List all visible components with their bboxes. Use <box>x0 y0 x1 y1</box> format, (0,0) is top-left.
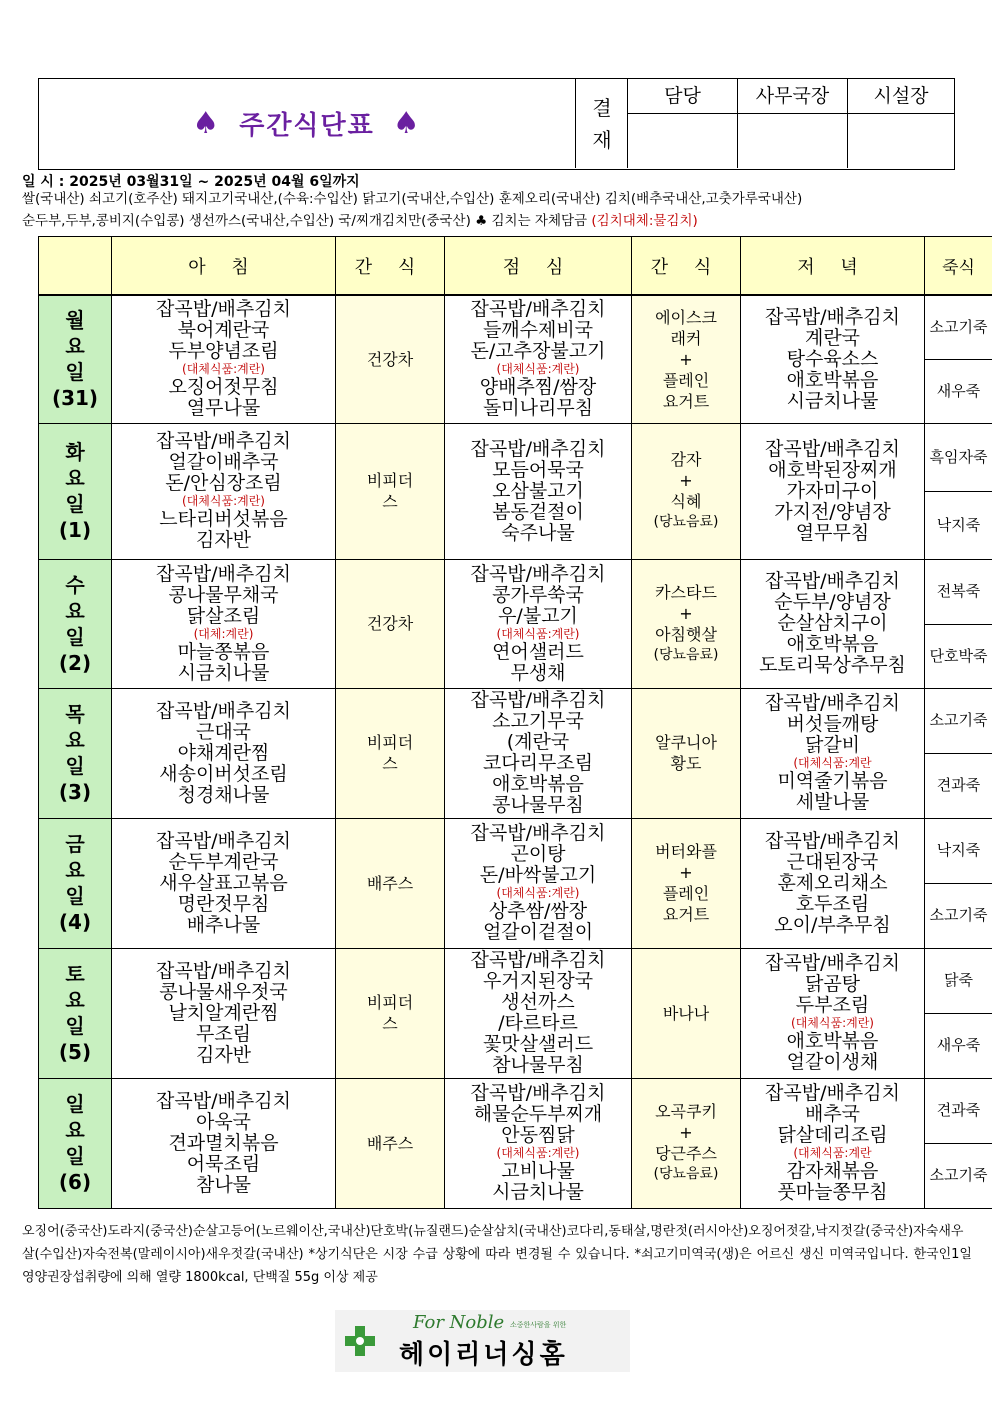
menu-item: (5) <box>58 1040 92 1064</box>
snack2-cell <box>632 688 741 818</box>
snack2-cell <box>632 1078 741 1208</box>
col-day <box>39 237 112 296</box>
menu-item: 버터와플 <box>655 842 717 861</box>
menu-item: 야채계란찜 <box>177 741 270 764</box>
day-label <box>39 688 112 818</box>
menu-item: 감자 <box>670 450 702 469</box>
menu-item: 열무무침 <box>795 521 870 544</box>
menu-item: 콩나물무채국 <box>168 583 279 606</box>
menu-item: (31) <box>51 386 99 411</box>
logo <box>335 1310 630 1372</box>
menu-item: 김자반 <box>195 529 252 551</box>
substitute-note: (대체식품:계란) <box>496 886 580 900</box>
substitute-note: (대체식품:계란) <box>182 362 265 377</box>
porridge-cell: 새우죽 <box>925 359 992 423</box>
menu-item: (계란국 <box>506 731 570 753</box>
menu-item: 카스타드 <box>655 582 717 602</box>
menu-item: 안동찜닭 <box>501 1124 575 1146</box>
substitute-note: (대체식품:계란) <box>791 1016 874 1030</box>
menu-item: 돌미나리무침 <box>482 397 594 420</box>
origin-line-2: 순두부,두부,콩비지(수입콩) 생선까스(국내산,수입산) 국/찌개김치만(중국산) ♣ 김치는 자체담금 (김치대체:물김치) <box>22 213 698 229</box>
menu-item: 감자채볶음 <box>786 1160 879 1182</box>
menu-item: 요 <box>65 334 85 359</box>
menu-item: 잡곡밥/배추김치 <box>156 562 291 585</box>
menu-item: 고비나물 <box>501 1160 575 1182</box>
breakfast-cell <box>112 818 336 948</box>
menu-item: + <box>679 603 693 623</box>
menu-item: 요거트 <box>662 391 710 411</box>
menu-item: 잡곡밥/배추김치 <box>470 562 606 585</box>
day-row <box>39 948 992 1013</box>
menu-item: (3) <box>58 780 92 804</box>
snack1-cell <box>336 1078 445 1208</box>
menu-item: 시금치나물 <box>786 389 879 412</box>
substitute-note: (대체식품:계란) <box>496 626 580 641</box>
signer-director: 사무국장 <box>737 79 847 168</box>
menu-item: 잡곡밥/배추김치 <box>156 298 291 321</box>
menu-item: 요 <box>65 858 85 882</box>
snack1-cell <box>336 948 445 1078</box>
menu-item: 우/불고기 <box>498 604 578 627</box>
menu-item: 닭살데리조림 <box>777 1124 888 1146</box>
porridge-cell: 소고기죽 <box>925 295 992 359</box>
menu-item: 요 <box>65 728 85 752</box>
day-row <box>39 423 992 491</box>
menu-item: 도토리묵상추무침 <box>759 654 906 676</box>
porridge-cell: 흑임자죽 <box>925 423 992 491</box>
menu-item: 열무나물 <box>186 397 261 420</box>
menu-item: 아욱국 <box>195 1110 252 1133</box>
menu-item: 콩나물새우젓국 <box>159 980 288 1003</box>
menu-item: 잡곡밥/배추김치 <box>156 430 291 452</box>
menu-item: 잡곡밥/배추김치 <box>765 1082 900 1104</box>
menu-item: 아침햇살 <box>655 624 717 644</box>
snack1-cell <box>336 559 445 688</box>
col-breakfast: 아 침 <box>112 237 336 296</box>
logo-en: For Noble <box>413 1312 505 1333</box>
substitute-note: (대체식품:계란) <box>496 1146 580 1160</box>
porridge-cell: 새우죽 <box>925 1013 992 1078</box>
lunch-cell <box>445 818 632 948</box>
menu-item: 참나물무침 <box>492 1054 584 1076</box>
footer-note: 오징어(중국산)도라지(중국산)순살고등어(노르웨이산,국내산)단호박(뉴질랜드)순살삼치(국내산)코다리,동태살,명란젓(러시아산)오징어젓갈,낙지젓갈(중국산)자숙새우살(수입산)자숙전복(말레이시아)새우젓갈(국내산) *상기식단은 시장 수급 상황에 따라 변경될 수 있습니다. *쇠고기미역국(생)은 어르신 생신 미역국입니다. 한국인1일 영양권장섭취량에 의해 열량 1800kcal, 단백질 55g 이상 제공 <box>22 1224 972 1285</box>
menu-item: (2) <box>58 650 92 675</box>
menu-item: 시금치나물 <box>492 1181 584 1203</box>
snack1-cell <box>336 295 445 423</box>
day-label <box>39 295 112 423</box>
menu-item: 금 <box>65 832 85 856</box>
porridge-cell: 전복죽 <box>925 559 992 624</box>
menu-item: 닭살조림 <box>186 604 261 627</box>
menu-item: 잡곡밥/배추김치 <box>156 699 291 722</box>
menu-item: 잡곡밥/배추김치 <box>156 959 291 982</box>
menu-item: 애호박된장찌개 <box>768 458 897 481</box>
menu-item: 돈/고추장불고기 <box>470 340 606 363</box>
menu-item: 참나물 <box>195 1173 252 1196</box>
menu-item: 토 <box>65 962 85 986</box>
menu-item: (6) <box>58 1170 92 1194</box>
menu-item: 요거트 <box>662 905 710 924</box>
menu-item: 애호박볶음 <box>492 773 584 795</box>
menu-item: 날치알계란찜 <box>168 1001 279 1024</box>
snack2-cell <box>632 295 741 423</box>
menu-item: 느타리버섯볶음 <box>159 508 288 530</box>
menu-item: 돈/안심장조림 <box>165 472 282 494</box>
porridge-cell: 소고기죽 <box>925 1143 992 1208</box>
menu-item: 모듬어묵국 <box>492 458 584 481</box>
menu-item: 계란국 <box>804 326 861 349</box>
menu-item: 잡곡밥/배추김치 <box>765 570 900 592</box>
substitute-note: (대체식품:계란) <box>496 362 580 377</box>
day-row <box>39 818 992 883</box>
substitute-note: (대체식품:계란 <box>793 1146 872 1160</box>
menu-item: 잡곡밥/배추김치 <box>470 298 606 321</box>
table-header-row <box>39 237 992 296</box>
breakfast-cell <box>112 1078 336 1208</box>
menu-item: 오삼불고기 <box>492 479 584 502</box>
day-label <box>39 818 112 948</box>
menu-item: 호두조림 <box>795 892 870 915</box>
menu-item: 버섯들깨탕 <box>786 713 879 735</box>
menu-item: 스 <box>382 1014 398 1033</box>
menu-item: (당뇨음료) <box>653 514 719 530</box>
menu-item: 봄동겉절이 <box>492 500 584 523</box>
menu-item: (1) <box>58 518 92 542</box>
menu-item: 일 <box>65 1144 85 1168</box>
menu-item: 목 <box>65 702 85 726</box>
lunch-cell <box>445 688 632 818</box>
menu-item: 수 <box>65 572 85 597</box>
menu-item: 월 <box>65 308 85 333</box>
snack2-cell <box>632 559 741 688</box>
menu-item: 콩가루쑥국 <box>492 583 584 606</box>
day-row <box>39 559 992 624</box>
lunch-cell <box>445 1078 632 1208</box>
snack1-cell <box>336 688 445 818</box>
menu-item: 일 <box>65 754 85 778</box>
menu-item: 얼갈이겉절이 <box>482 921 594 943</box>
menu-item: 탕수육소스 <box>786 347 879 370</box>
menu-item: 배주스 <box>366 873 414 893</box>
menu-item: 잡곡밥/배추김치 <box>156 829 291 852</box>
day-row <box>39 1078 992 1143</box>
substitute-note: (대체식품:계란) <box>182 494 265 508</box>
menu-item: 당근주스 <box>655 1144 717 1163</box>
porridge-cell: 낙지죽 <box>925 818 992 883</box>
menu-item: 건강차 <box>366 614 414 633</box>
breakfast-cell <box>112 948 336 1078</box>
menu-item: 들깨수제비국 <box>482 319 594 342</box>
menu-item: 배추국 <box>804 1103 861 1125</box>
menu-item: 순두부계란국 <box>168 850 279 873</box>
menu-item: 오징어젓무침 <box>168 376 279 399</box>
lunch-cell <box>445 559 632 688</box>
porridge-cell: 소고기죽 <box>925 883 992 948</box>
menu-item: (당뇨음료) <box>653 1166 719 1182</box>
dinner-cell <box>741 559 925 688</box>
menu-item: 잡곡밥/배추김치 <box>470 822 606 844</box>
menu-item: 오이/부추무침 <box>774 913 891 936</box>
menu-item: 순살삼치구이 <box>777 612 888 634</box>
substitute-note: (대체:계란) <box>193 626 254 641</box>
menu-item: 무생채 <box>510 661 566 684</box>
dinner-cell <box>741 295 925 423</box>
lunch-cell <box>445 295 632 423</box>
dinner-cell <box>741 423 925 559</box>
snack2-cell <box>632 423 741 559</box>
header-box <box>38 78 955 170</box>
menu-item: 플레인 <box>662 370 710 390</box>
menu-item: 화 <box>65 440 85 464</box>
menu-item: 잡곡밥/배추김치 <box>765 305 900 328</box>
menu-item: 두부양념조림 <box>168 340 279 363</box>
menu-item: 잡곡밥/배추김치 <box>470 1082 606 1104</box>
snack1-cell <box>336 423 445 559</box>
menu-item: 비피더 <box>366 733 414 752</box>
col-snack2: 간 식 <box>632 237 741 296</box>
menu-item: 무조림 <box>195 1022 252 1045</box>
menu-item: 스 <box>382 492 398 511</box>
breakfast-cell <box>112 295 336 423</box>
period-text: 일 시 : 2025년 03월31일 ~ 2025년 04월 6일까지 <box>22 174 360 190</box>
porridge-cell: 낙지죽 <box>925 491 992 559</box>
menu-item: 일 <box>65 1092 85 1116</box>
menu-item: 얼갈이배추국 <box>168 451 279 473</box>
menu-item: 해물순두부찌개 <box>473 1103 603 1125</box>
menu-item: 연어샐러드 <box>492 640 584 663</box>
title-text: 주간식단표 <box>239 111 375 141</box>
menu-item: 가지전/양념장 <box>774 500 891 523</box>
col-porridge: 죽식 <box>925 237 992 296</box>
menu-item: 두부조림 <box>795 994 870 1016</box>
menu-item: 세발나물 <box>795 791 870 813</box>
col-dinner: 저 녁 <box>741 237 925 296</box>
dinner-cell <box>741 818 925 948</box>
menu-item: 건강차 <box>366 349 414 369</box>
cross-leaf-icon <box>341 1322 379 1360</box>
snack2-cell <box>632 818 741 948</box>
col-snack1: 간 식 <box>336 237 445 296</box>
day-label <box>39 559 112 688</box>
menu-item: 잡곡밥/배추김치 <box>765 692 900 714</box>
dinner-cell <box>741 948 925 1078</box>
menu-item: 잡곡밥/배추김치 <box>470 689 606 711</box>
menu-item: 시금치나물 <box>177 661 270 684</box>
menu-item: 숙주나물 <box>501 521 575 544</box>
menu-item: 새우살표고볶음 <box>159 871 288 894</box>
col-lunch: 점 심 <box>445 237 632 296</box>
menu-item: 일 <box>65 624 85 649</box>
menu-item: 코다리무조림 <box>482 752 594 774</box>
menu-item: 플레인 <box>662 884 710 903</box>
day-row <box>39 688 992 753</box>
substitute-note: (대체식품:계란 <box>793 756 872 770</box>
menu-item: 순두부/양념장 <box>774 591 891 613</box>
snack2-cell <box>632 948 741 1078</box>
menu-item: 꽃맛살샐러드 <box>482 1033 594 1055</box>
menu-item: 어묵조림 <box>186 1152 261 1175</box>
menu-item: 요 <box>65 1118 85 1142</box>
menu-item: 요 <box>65 466 85 490</box>
menu-item: 풋마늘쫑무침 <box>777 1181 888 1203</box>
menu-item: 배추나물 <box>186 913 261 936</box>
breakfast-cell <box>112 688 336 818</box>
menu-item: 훈제오리채소 <box>777 871 888 894</box>
menu-item: 바나나 <box>662 1003 710 1023</box>
menu-item: + <box>679 349 693 369</box>
menu-item: 스 <box>382 754 398 773</box>
spade-icon: ♠ <box>392 106 422 141</box>
porridge-cell: 닭죽 <box>925 948 992 1013</box>
menu-item: 미역줄기볶음 <box>777 770 888 792</box>
menu-item: 황도 <box>670 754 702 773</box>
signer-manager: 담당 <box>627 79 737 168</box>
menu-item: + <box>679 1123 693 1142</box>
menu-item: 잡곡밥/배추김치 <box>470 437 606 460</box>
menu-item: 닭곰탕 <box>804 973 861 995</box>
breakfast-cell <box>112 423 336 559</box>
snack1-cell <box>336 818 445 948</box>
porridge-cell: 견과죽 <box>925 1078 992 1143</box>
menu-item: 곤이탕 <box>510 843 566 865</box>
menu-item: 잡곡밥/배추김치 <box>765 829 900 852</box>
menu-item: 잡곡밥/배추김치 <box>765 952 900 974</box>
menu-item: 닭갈비 <box>804 734 861 756</box>
day-label <box>39 948 112 1078</box>
menu-item: 북어계란국 <box>177 319 270 342</box>
menu-item: 애호박볶음 <box>786 633 879 655</box>
logo-tagline: 소중한사람을 위한 <box>510 1321 567 1329</box>
menu-item: (당뇨음료) <box>653 646 719 663</box>
approval-label: 결 재 <box>575 79 628 168</box>
menu-item: 식혜 <box>670 492 702 511</box>
menu-item: 얼갈이생채 <box>786 1051 879 1073</box>
menu-item: 일 <box>65 1014 85 1038</box>
logo-ko: 헤이리너싱홈 <box>399 1340 568 1370</box>
day-label <box>39 423 112 559</box>
menu-item: 일 <box>65 360 85 385</box>
menu-item: 잡곡밥/배추김치 <box>470 949 606 971</box>
day-label <box>39 1078 112 1208</box>
menu-item: 콩나물무침 <box>492 794 584 816</box>
dinner-cell <box>741 1078 925 1208</box>
menu-item: 생선까스 <box>501 991 575 1013</box>
menu-item: 애호박볶음 <box>786 1030 879 1052</box>
menu-item: 마늘쫑볶음 <box>177 640 270 663</box>
menu-item: 요 <box>65 598 85 623</box>
origin-line-1: 쌀(국내산) 쇠고기(호주산) 돼지고기국내산,(수육:수입산) 닭고기(국내산,수입산) 훈제오리(국내산) 김치(배추국내산,고춧가루국내산) <box>22 191 803 207</box>
menu-item: 잡곡밥/배추김치 <box>156 1089 291 1112</box>
menu-item: 명란젓무침 <box>177 892 270 915</box>
menu-item: 견과멸치볶음 <box>168 1131 279 1154</box>
menu-item: 우거지된장국 <box>482 970 594 992</box>
menu-item: 에이스크 <box>655 307 717 327</box>
dinner-cell <box>741 688 925 818</box>
menu-item: 래커 <box>670 328 702 348</box>
day-row <box>39 295 992 359</box>
lunch-cell <box>445 423 632 559</box>
porridge-cell: 소고기죽 <box>925 688 992 753</box>
page-title <box>39 79 575 168</box>
menu-item: 가자미구이 <box>786 479 879 502</box>
signer-head: 시설장 <box>847 79 954 168</box>
menu-item: 근대된장국 <box>786 850 879 873</box>
kimchi-substitute: (김치대체:물김치) <box>591 213 698 229</box>
menu-item: 알쿠니아 <box>655 733 717 752</box>
menu-item: 비피더 <box>366 471 414 490</box>
menu-item: 일 <box>65 492 85 516</box>
menu-item: /타르타르 <box>498 1012 578 1034</box>
menu-item: 비피더 <box>366 993 414 1012</box>
breakfast-cell <box>112 559 336 688</box>
menu-item: 김자반 <box>195 1043 252 1066</box>
lunch-cell <box>445 948 632 1078</box>
menu-table <box>38 236 992 1209</box>
menu-item: (4) <box>58 910 92 934</box>
menu-item: 소고기무국 <box>492 710 584 732</box>
spade-icon: ♠ <box>192 106 222 141</box>
menu-item: 양배추찜/쌈장 <box>479 376 597 399</box>
menu-item: + <box>679 863 693 882</box>
porridge-cell: 견과죽 <box>925 753 992 818</box>
porridge-cell: 단호박죽 <box>925 624 992 688</box>
menu-item: 애호박볶음 <box>786 368 879 391</box>
menu-item: + <box>679 471 693 490</box>
menu-item: 오곡쿠키 <box>655 1102 717 1121</box>
menu-item: 청경채나물 <box>177 783 270 806</box>
menu-item: 돈/바싹불고기 <box>479 864 597 886</box>
menu-item: 근대국 <box>195 720 252 743</box>
menu-item: 요 <box>65 988 85 1012</box>
menu-item: 잡곡밥/배추김치 <box>765 437 900 460</box>
menu-item: 배주스 <box>366 1133 414 1153</box>
menu-item: 일 <box>65 884 85 908</box>
menu-item: 새송이버섯조림 <box>159 762 288 785</box>
menu-item: 상추쌈/쌈장 <box>488 900 588 922</box>
